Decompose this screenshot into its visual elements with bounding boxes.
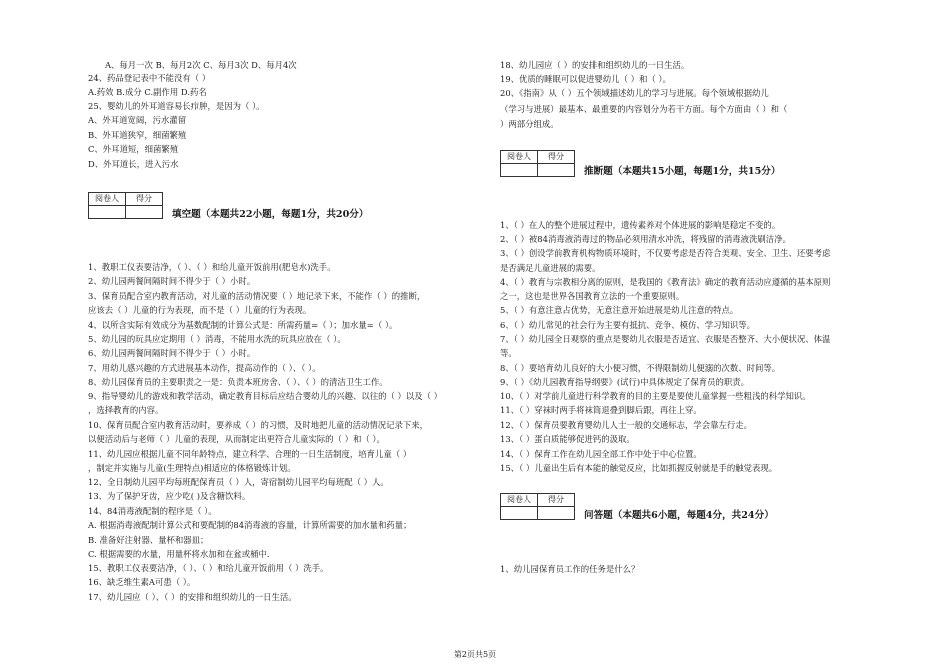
right-top-line: 19、优质的睡眠可以促进婴幼儿（ ）和（ ）。 xyxy=(500,74,671,84)
judge-line: 12、（ ）保育员要教育婴幼儿人士一般的交通标志，学会靠左行走。 xyxy=(500,420,752,430)
left-top-line: A.药效 B.成分 C.副作用 D.药名 xyxy=(88,87,207,97)
question-line: 8、幼儿园保育员的主要职责之一是：负责本班房舍、（ ）、（ ）的清洁卫生工作。 xyxy=(88,377,388,387)
question-line: 13、为了保护牙齿，应少吃( )及含糖饮料。 xyxy=(88,491,251,501)
judge-line: 6、（ ）幼儿常见的社会行为主要有抵抗、竞争、模仿、学习知识等。 xyxy=(500,320,756,330)
question-line: 4、以所含实际有效成分为基数配制的计算公式是：所需药量=（ ）；加水量=（ ）。 xyxy=(88,320,398,330)
judge-line: 是否满足儿童进展的需要。 xyxy=(500,263,601,273)
judge-line: 2、（ ）被84消毒液消毒过的物品必须用清水冲洗，将残留的消毒液洗刷洁净。 xyxy=(500,234,791,244)
score-label: 得分 xyxy=(538,494,575,507)
right-top-line: （学习与进展）最基本、最重要的内容划分为若干方面。每个方面由（ ）和（ xyxy=(500,104,788,114)
left-top-line: 24、药品登记表中不能没有（ ） xyxy=(88,73,211,83)
reviewer-cell[interactable] xyxy=(89,206,126,219)
judge-line: 14、（ ）保育工作在幼儿园全部工作中处于中心位置。 xyxy=(500,449,702,459)
right-top-line: 18、幼儿园应（ ）的安排和组织幼儿的一日生活。 xyxy=(500,60,690,70)
judge-line: 10、（ ）对学前儿童进行科学教育的目的主要是要使儿童掌握一些粗浅的科学知识。 xyxy=(500,391,811,401)
question-line: 1、教职工仪表要洁净，（ ）、（ ）和给儿童开饭前用(肥皂水)洗手。 xyxy=(88,262,336,272)
judge-line: 4、（ ）教育与宗教相分离的原则，是我国的《教育法》确定的教育活动应遵循的基本原则 xyxy=(500,277,831,287)
question-line: A. 根据消毒液配制计算公式和要配制的84消毒液的容量，计算所需要的加水量和药量； xyxy=(88,520,412,530)
question-line: 15、教职工仪表要洁净，（ ）、（ ）和给儿童开饭前用（ ）洗手。 xyxy=(88,563,329,573)
judge-line: 之一，这也是世界各国教育立法的一个重要原则。 xyxy=(500,291,685,301)
question-line: B. 准备好注射器、量杯和器皿； xyxy=(88,535,209,545)
reviewer-cell[interactable] xyxy=(501,507,538,520)
question-line: ，制定并实施与儿童(生理特点)相适应的体格锻炼计划。 xyxy=(88,463,296,473)
question-line: 14、84消毒液配制的程序是（ ）。 xyxy=(88,506,217,516)
question-line: C. 根据需要的水量，用量杯将水加和在盆或桶中. xyxy=(88,549,270,559)
reviewer-label: 阅卷人 xyxy=(501,151,538,164)
score-cell[interactable] xyxy=(538,507,575,520)
score-cell[interactable] xyxy=(126,206,163,219)
question-line: 6、幼儿园两餐间隔时间不得少于（ ）小时。 xyxy=(88,348,256,358)
reviewer-label: 阅卷人 xyxy=(501,494,538,507)
right-top-line: ）两部分组成。 xyxy=(500,119,559,129)
score-box xyxy=(500,493,575,520)
score-box xyxy=(500,150,575,177)
question-line: 16、缺乏维生素A可患（ ）。 xyxy=(88,577,196,587)
reviewer-label: 阅卷人 xyxy=(89,193,126,206)
judge-line: 1、（ ）在人的整个进展过程中，遗传素养对个体进展的影响是稳定不变的。 xyxy=(500,220,781,230)
judge-line: 15、（ ）儿童出生后有本能的触觉反应，比如抓握反射就是手的触觉表现。 xyxy=(500,463,778,473)
question-line: 10、保育员配合室内教育活动时，要养成（ ）的习惯，及时地把儿童的活动情况记录下来， xyxy=(88,420,428,430)
left-top-line: A、外耳道宽阔，污水灌留 xyxy=(88,115,187,125)
judge-line: 11、（ ）穿袜时两手将袜筒退叠到脚后跟，再往上穿。 xyxy=(500,405,702,415)
question-line: 11、幼儿园应根据儿童不同年龄特点，建立科学、合理的一日生活制度，培育儿童（ ） xyxy=(88,449,412,459)
question-line: 3、保育员配合室内教育活动，对儿童的活动情况要（ ）地记录下来，不能作（ ）的推断， xyxy=(88,291,426,301)
left-top-line: A、每月一次 B、每月2次 C、每月3次 D、每月4次 xyxy=(105,60,297,70)
question-line: 12、全日制幼儿园平均每班配保育员（ ）人，寄宿制幼儿园平均每班配（ ）人。 xyxy=(88,477,389,487)
question-line: 5、幼儿园的玩具应定期用（ ）消毒，不能用水洗的玩具应放在（ ）。 xyxy=(88,334,346,344)
question-line: 以便活动后与老师（ ）儿童的表现，从而制定出更符合儿童实际的（ ）和（ ）。 xyxy=(88,434,385,444)
section-title-fill-blank: 填空题（本题共22小题，每题1分，共20分） xyxy=(172,209,369,220)
reviewer-cell[interactable] xyxy=(501,164,538,177)
judge-line: 8、（ ）要培育幼儿良好的大小便习惯，不得限制幼儿便溺的次数、时间等。 xyxy=(500,363,781,373)
judge-line: 9、（ ）《幼儿园教育指导纲要》(试行)中具体规定了保育员的职责。 xyxy=(500,377,750,387)
question-line: 2、幼儿园两餐间隔时间不得少于（ ）小时。 xyxy=(88,276,256,286)
judge-line: 等。 xyxy=(500,348,517,358)
left-top-line: B、外耳道狭窄，细菌繁殖 xyxy=(88,130,187,140)
left-top-line: 25、婴幼儿的外耳道容易长疖肿，是因为（ ）。 xyxy=(88,101,265,111)
left-top-line: D、外耳道长，进入污水 xyxy=(88,159,179,169)
judge-line: 3、（ ）创设学前教育机构物质环境时，不仅要考虑是否符合美观、安全、卫生、还要考虑 xyxy=(500,248,831,258)
section-title-qa: 问答题（本题共6小题，每题4分，共24分） xyxy=(584,510,774,521)
qa-line: 1、幼儿园保育员工作的任务是什么？ xyxy=(500,564,640,574)
question-line: 应该去（ ）儿童的行为表现，而不是（ ）儿童的行为表现。 xyxy=(88,305,312,315)
judge-line: 13、（ ）蛋白质能够促进钙的汲取。 xyxy=(500,434,635,444)
judge-line: 7、（ ）幼儿园全日观察的重点是婴幼儿衣服是否适宜、衣服是否整齐、大小便状况、体温 xyxy=(500,334,831,344)
page-footer: 第2页共5页 xyxy=(453,650,497,659)
score-cell[interactable] xyxy=(538,164,575,177)
question-line: 17、幼儿园应（ ）、（ ）的安排和组织幼儿的一日生活。 xyxy=(88,592,297,602)
score-box xyxy=(88,192,163,219)
question-line: ，选择教育的内容。 xyxy=(88,405,164,415)
question-line: 7、用幼儿感兴趣的方式进展基本动作，提高动作的（ ）、（ ）。 xyxy=(88,363,321,373)
judge-line: 5、（ ）有意注意占优势，无意注意开始进展是幼儿注意的特点。 xyxy=(500,305,739,315)
question-line: 9、指导婴幼儿的游戏和教学活动，确定教育目标后应结合婴幼儿的兴趣、以往的（ ）以及（ ） xyxy=(88,391,443,401)
score-label: 得分 xyxy=(126,193,163,206)
score-label: 得分 xyxy=(538,151,575,164)
left-top-line: C、外耳道短，细菌繁殖 xyxy=(88,144,179,154)
section-title-judgement: 推断题（本题共15小题，每题1分，共15分） xyxy=(584,166,781,177)
right-top-line: 20、《指南》从（ ）五个领域描述幼儿的学习与进展。每个领域根据幼儿 xyxy=(500,88,769,98)
